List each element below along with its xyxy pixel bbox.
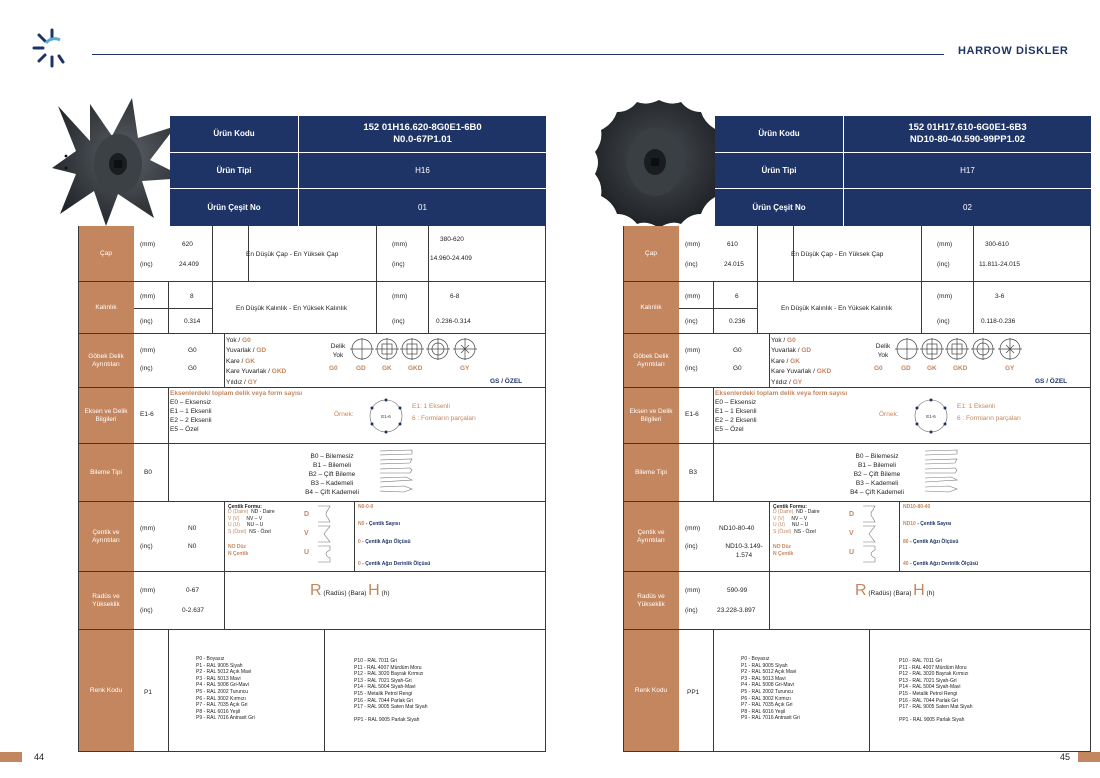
kalinlik-range-mm: 3-6: [995, 293, 1005, 300]
eksen-value: E1-6: [140, 411, 154, 418]
unit-mm: (mm): [140, 347, 156, 354]
label-cap: Çap: [623, 226, 679, 281]
code-gs-ozel: GS / ÖZEL: [490, 378, 523, 385]
radius-formula: R (Radüs) (Bara) H (h): [310, 582, 390, 599]
unit-inch: (inç): [937, 261, 950, 268]
code-gkd: GKD: [953, 365, 968, 372]
cap-range-inch: 14.960-24.409: [430, 255, 472, 262]
unit-inch: (inç): [685, 365, 698, 372]
form-v-label: V: [849, 530, 854, 537]
row-urun-tipi: [715, 153, 1091, 190]
gobek-mm-value: G0: [188, 347, 197, 354]
label-urun-kodu: Ürün Kodu: [213, 129, 255, 139]
product-variant-no: 02: [843, 189, 1091, 226]
svg-text:E1-6: E1-6: [381, 414, 391, 419]
renk-item: P1 - RAL 9005 Siyah: [741, 662, 788, 669]
kalinlik-mm-value: 8: [190, 293, 194, 300]
renk-item: PP1 - RAL 9005 Parlak Siyah: [899, 717, 965, 724]
kalinlik-inch-value: 0.236: [729, 318, 746, 325]
unit-mm: (mm): [140, 525, 156, 532]
label-bileme: Bileme Tipi: [623, 444, 679, 501]
unit-mm: (mm): [937, 241, 953, 248]
product-header-left: [170, 116, 546, 226]
row-urun-tipi: [170, 153, 546, 190]
unit-inch: (inç): [685, 261, 698, 268]
unit-inch: (inç): [140, 365, 153, 372]
example-6-note: 6 : Formların parçaları: [412, 415, 476, 422]
unit-inch: (inç): [685, 543, 698, 550]
gobek-mm-value: G0: [733, 347, 742, 354]
code-gkd: GKD: [408, 365, 423, 372]
renk-item: P11 - RAL 4007 Mürdüm Moru: [899, 664, 967, 671]
renk-item: P6 - RAL 3002 Kırmızı: [196, 695, 246, 702]
renk-item: P1 - RAL 9005 Siyah: [196, 662, 243, 669]
renk-item: P3 - RAL 5013 Mavi: [196, 675, 241, 682]
unit-inch: (inç): [937, 318, 950, 325]
centik-derinlik-line: 40 - Çentik Ağzı Derinlik Ölçüsü: [903, 561, 979, 567]
code-gy: GY: [1005, 365, 1015, 372]
renk-item: P8 - RAL 6016 Yeşil: [741, 708, 786, 715]
bileme-list: B0 – Bilemesiz B1 – Bilemeli B2 – Çift Bileme B3 – Kademeli B4 – Çift Kademeli: [305, 453, 359, 496]
gobek-options-list: Yok / G0 Yuvarlak / GD Kare / GK Kare Yuvarlak / GKD Yıldız / GY: [771, 337, 832, 386]
unit-inch: (inç): [685, 318, 698, 325]
spec-table-left: [78, 226, 546, 752]
unit-inch: (inç): [685, 607, 698, 614]
bileme-value: B3: [689, 469, 697, 476]
renk-value: P1: [144, 689, 152, 696]
renk-item: P12 - RAL 3020 Bayrak Kırmızı: [899, 671, 969, 678]
gobek-options-list: Yok / G0 Yuvarlak / GD Kare / GK Kare Yuvarlak / GKD Yıldız / GY: [226, 337, 287, 386]
centik-forms-list: D (Daire) ND - Daire V (V) NV – V U (U) NU – U S (Özel) NS - Özel: [228, 509, 275, 535]
unit-mm: (mm): [937, 293, 953, 300]
spec-table-right: [623, 226, 1091, 752]
code-gd: GD: [356, 365, 366, 372]
product-header-right: [715, 116, 1091, 226]
label-kalinlik: Kalınlık: [623, 282, 679, 333]
renk-item: P5 - RAL 2002 Turuncu: [741, 688, 794, 695]
product-sheet-left: [78, 116, 546, 752]
unit-inch: (inç): [140, 543, 153, 550]
row-urun-cesit: [170, 189, 546, 226]
centik-sayisi-line: ND10 - Çentik Sayısı: [903, 521, 952, 527]
label-kalinlik: Kalınlık: [78, 282, 134, 333]
unit-mm: (mm): [140, 587, 156, 594]
radius-inch-value: 23.228-3.897: [717, 607, 756, 614]
radius-mm-value: 590-99: [727, 587, 748, 594]
centik-duz-legend: NO Düz N Çentik: [773, 544, 794, 557]
kalinlik-range-label: En Düşük Kalınlık - En Yüksek Kalınlık: [781, 305, 893, 312]
product-variant-no: 01: [298, 189, 546, 226]
unit-inch: (inç): [140, 318, 153, 325]
renk-item: P3 - RAL 5013 Mavi: [741, 675, 786, 682]
row-urun-kodu: [715, 116, 1091, 153]
unit-mm: (mm): [140, 293, 156, 300]
label-gobek: Göbek Delik Ayrıntıları: [78, 334, 134, 387]
renk-item: P14 - RAL 5004 Siyah-Mavi: [354, 684, 416, 691]
product-code: [843, 116, 1091, 152]
label-urun-kodu: Ürün Kodu: [758, 129, 800, 139]
harrow-disc-h17-image: [589, 96, 729, 236]
renk-item: P11 - RAL 4007 Mürdüm Moru: [354, 664, 422, 671]
form-d-label: D: [849, 511, 855, 518]
code-gy: GY: [460, 365, 470, 372]
renk-item: P14 - RAL 5004 Siyah-Mavi: [899, 684, 961, 691]
kalinlik-range-label: En Düşük Kalınlık - En Yüksek Kalınlık: [236, 305, 348, 312]
centik-mm-value: N0: [188, 525, 197, 532]
renk-item: P17 - RAL 9005 Saten Mat Siyah: [899, 704, 973, 711]
cap-mm-value: 620: [182, 241, 193, 248]
delik-yok-label: Delik Yok: [330, 343, 346, 359]
example-6-note: 6 : Formların parçaları: [957, 415, 1021, 422]
eksen-list: E0 – Eksensiz E1 – 1 Eksenli E2 – 2 Eksenli E5 – Özel: [715, 399, 757, 433]
form-d-label: D: [304, 511, 310, 518]
code-gk: GK: [382, 365, 392, 372]
example-e1-note: E1: 1 Eksenli: [957, 403, 995, 410]
row-urun-kodu: [170, 116, 546, 153]
svg-text:E1-6: E1-6: [926, 414, 936, 419]
gobek-inch-value: G0: [188, 365, 197, 372]
unit-mm: (mm): [685, 293, 701, 300]
centik-agiz-line: 0 - Çentik Ağzı Ölçüsü: [358, 539, 411, 545]
product-code-line2: ND10-80-40.590-99PP1.02: [909, 133, 1026, 145]
page-marker-right: [1078, 752, 1100, 762]
renk-item: P6 - RAL 3002 Kırmızı: [741, 695, 791, 702]
centik-forms-list: D (Daire) ND - Daire V (V) NV – V U (U) NU – U S (Özel) NS - Özel: [773, 509, 820, 535]
label-urun-tipi: Ürün Tipi: [761, 165, 797, 175]
unit-mm: (mm): [392, 293, 408, 300]
label-centik: Çentik ve Ayrıntıları: [78, 502, 134, 571]
product-code-line1: 152 01H16.620-8G0E1-6B0: [363, 121, 482, 133]
unit-mm: (mm): [685, 347, 701, 354]
header-rule: [92, 54, 944, 55]
example-e1-note: E1: 1 Eksenli: [412, 403, 450, 410]
label-eksen: Eksen ve Delik Bilgileri: [78, 388, 134, 443]
centik-duz-legend: NO Düz N Çentik: [228, 544, 249, 557]
centik-derinlik-line: 0 - Çentik Ağzı Derinlik Ölçüsü: [358, 561, 431, 567]
page-marker-left: [0, 752, 22, 762]
code-g0: G0: [874, 365, 883, 372]
cap-inch-value: 24.409: [179, 261, 199, 268]
label-gobek: Göbek Delik Ayrıntıları: [623, 334, 679, 387]
eksen-list: E0 – Eksensiz E1 – 1 Eksenli E2 – 2 Eksenli E5 – Özel: [170, 399, 212, 433]
code-gk: GK: [927, 365, 937, 372]
renk-item: PP1 - RAL 9005 Parlak Siyah: [354, 717, 420, 724]
label-centik: Çentik ve Ayrıntıları: [623, 502, 679, 571]
renk-item: P0 - Boyasız: [741, 656, 770, 662]
cap-range-label: En Düşük Çap - En Yüksek Çap: [791, 251, 884, 258]
renk-item: P9 - RAL 7016 Antrasit Gri: [196, 715, 255, 722]
unit-inch: (inç): [392, 261, 405, 268]
label-eksen: Eksen ve Delik Bilgileri: [623, 388, 679, 443]
eksen-title: Eksenlerdeki toplam delik veya form sayısı: [715, 390, 848, 397]
kalinlik-range-inch: 0.118-0.236: [981, 318, 1016, 325]
renk-item: P4 - RAL 5008 Gri-Mavi: [741, 682, 794, 689]
code-gd: GD: [901, 365, 911, 372]
label-cap: Çap: [78, 226, 134, 281]
radius-mm-value: 0-67: [186, 587, 200, 594]
renk-item: P16 - RAL 7044 Parlak Gri: [354, 697, 414, 704]
form-u-label: U: [304, 549, 310, 556]
cap-mm-value: 610: [727, 241, 738, 248]
label-radius: Radüs ve Yükseklik: [78, 572, 134, 629]
cap-inch-value: 24.015: [724, 261, 744, 268]
renk-item: P4 - RAL 5008 Gri-Mavi: [196, 682, 249, 689]
cap-range-label: En Düşük Çap - En Yüksek Çap: [246, 251, 339, 258]
renk-item: P13 - RAL 7021 Siyah-Gri: [354, 677, 412, 684]
centik-code: ND10-80-40: [903, 504, 931, 510]
centik-inch-value: ND10-3.149-1.574: [725, 543, 763, 559]
unit-inch: (inç): [392, 318, 405, 325]
unit-mm: (mm): [392, 241, 408, 248]
renk-item: P9 - RAL 7016 Antrasit Gri: [741, 715, 800, 722]
product-sheet-right: [623, 116, 1091, 752]
renk-item: P15 - Metalik Petrol Rengi: [899, 690, 958, 697]
renk-item: P7 - RAL 7035 Açık Gri: [741, 702, 793, 709]
product-code: [298, 116, 546, 152]
kalinlik-inch-value: 0.314: [184, 318, 201, 325]
label-renk: Renk Kodu: [623, 630, 679, 752]
form-v-label: V: [304, 530, 309, 537]
label-bileme: Bileme Tipi: [78, 444, 134, 501]
label-urun-cesit-no: Ürün Çeşit No: [207, 202, 261, 212]
kalinlik-range-mm: 6-8: [450, 293, 460, 300]
radius-formula: R (Radüs) (Bara) H (h): [855, 582, 935, 599]
product-code-line2: N0.0-67P1.01: [393, 133, 452, 145]
renk-item: P8 - RAL 6016 Yeşil: [196, 708, 241, 715]
label-urun-tipi: Ürün Tipi: [216, 165, 252, 175]
gobek-inch-value: G0: [733, 365, 742, 372]
renk-item: P16 - RAL 7044 Parlak Gri: [899, 697, 959, 704]
renk-item: P5 - RAL 2002 Turuncu: [196, 688, 249, 695]
brand-logo: [30, 26, 74, 70]
unit-mm: (mm): [685, 241, 701, 248]
label-urun-cesit-no: Ürün Çeşit No: [752, 202, 806, 212]
centik-formu-title: Çentik Formu:: [773, 504, 807, 510]
renk-item: P10 - RAL 7011 Gri: [354, 658, 398, 664]
unit-mm: (mm): [140, 241, 156, 248]
bileme-list: B0 – Bilemesiz B1 – Bilemeli B2 – Çift Bileme B3 – Kademeli B4 – Çift Kademeli: [850, 453, 904, 496]
renk-item: P7 - RAL 7035 Açık Gri: [196, 702, 248, 709]
label-radius: Radüs ve Yükseklik: [623, 572, 679, 629]
renk-item: P17 - RAL 9005 Saten Mat Siyah: [354, 704, 428, 711]
renk-item: P10 - RAL 7011 Gri: [899, 658, 943, 664]
bileme-value: B0: [144, 469, 152, 476]
section-title: HARROW DİSKLER: [958, 45, 1069, 57]
centik-formu-title: Çentik Formu:: [228, 504, 262, 510]
renk-item: P2 - RAL 5012 Açık Mavi: [196, 669, 252, 676]
renk-value: PP1: [687, 689, 700, 696]
eksen-value: E1-6: [685, 411, 699, 418]
product-code-line1: 152 01H17.610-6G0E1-6B3: [908, 121, 1027, 133]
renk-item: P2 - RAL 5012 Açık Mavi: [741, 669, 797, 676]
page-number-left: 44: [34, 752, 45, 762]
page-number-right: 45: [1059, 752, 1070, 762]
delik-yok-label: Delik Yok: [875, 343, 891, 359]
renk-item: P13 - RAL 7021 Siyah-Gri: [899, 677, 957, 684]
renk-item: P15 - Metalik Petrol Rengi: [354, 690, 413, 697]
unit-inch: (inç): [140, 607, 153, 614]
kalinlik-range-inch: 0.236-0.314: [436, 318, 471, 325]
eksen-title: Eksenlerdeki toplam delik veya form sayısı: [170, 390, 303, 397]
product-type: H17: [843, 153, 1091, 189]
unit-inch: (inç): [140, 261, 153, 268]
label-renk: Renk Kodu: [78, 630, 134, 752]
centik-sayisi-line: N0 - Çentik Sayısı: [358, 521, 400, 527]
row-urun-cesit: [715, 189, 1091, 226]
ornek-label: Örnek:: [334, 411, 354, 418]
unit-mm: (mm): [685, 587, 701, 594]
product-type: H16: [298, 153, 546, 189]
centik-agiz-line: 80 - Çentik Ağzı Ölçüsü: [903, 539, 959, 545]
unit-mm: (mm): [685, 525, 701, 532]
cap-range-inch: 11.811-24.015: [979, 261, 1020, 268]
centik-code: N0-0-0: [358, 504, 374, 510]
centik-mm-value: ND10-80-40: [719, 525, 755, 532]
radius-inch-value: 0-2.637: [182, 607, 205, 614]
centik-inch-value: N0: [188, 543, 197, 550]
renk-item: P0 - Boyasız: [196, 656, 225, 662]
ornek-label: Örnek:: [879, 411, 899, 418]
renk-item: P12 - RAL 3020 Bayrak Kırmızı: [354, 671, 424, 678]
code-gs-ozel: GS / ÖZEL: [1035, 378, 1068, 385]
form-u-label: U: [849, 549, 855, 556]
cap-range-mm: 380-620: [440, 236, 464, 243]
code-g0: G0: [329, 365, 338, 372]
kalinlik-mm-value: 6: [735, 293, 739, 300]
cap-range-mm: 300-610: [985, 241, 1009, 248]
